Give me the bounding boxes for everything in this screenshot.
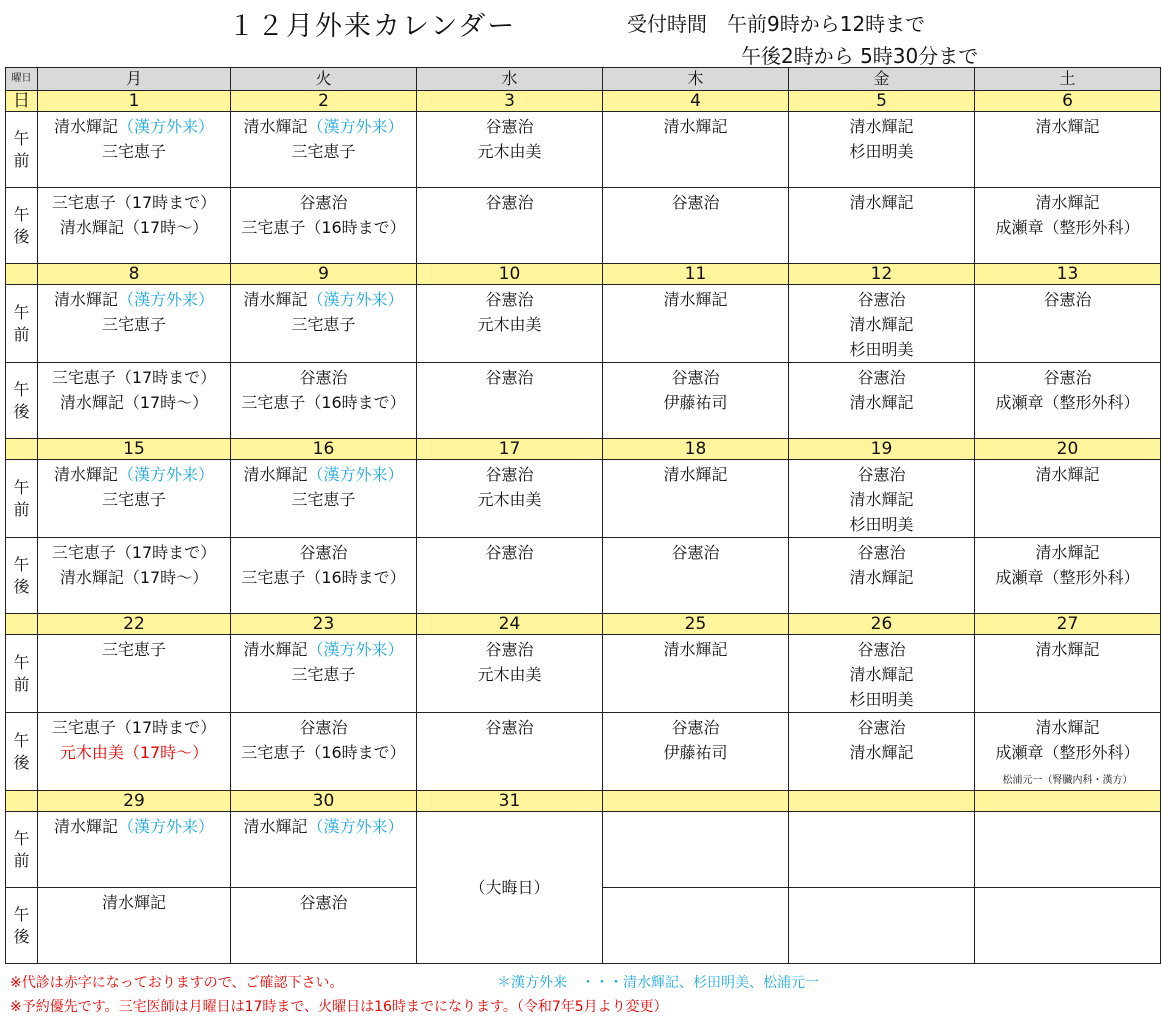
weekday-row-label: 曜日 (6, 68, 38, 91)
doctor-entry: 元木由美 (477, 665, 542, 684)
doctor-entry: 清水輝記 (849, 117, 914, 136)
doctor-entry: （漢方外来） (307, 817, 404, 836)
doctor-entry: （漢方外来） (307, 465, 404, 484)
empty-cell (789, 888, 975, 964)
weekday-header-row (6, 68, 1161, 91)
am-row (6, 285, 1161, 363)
doctor-entry: 清水輝記 (243, 465, 308, 484)
date-row (6, 91, 1161, 112)
kampo-note-text: ＊漢方外来 ・・・清水輝記、杉田明美、松浦元一 (497, 975, 819, 991)
reception-hours-pm: 午後2時から 5時30分まで (741, 44, 979, 68)
kampo-note (497, 972, 819, 992)
doctor-entry: 谷憲治 (1043, 290, 1092, 309)
doctor-entry: 成瀬章（整形外科） (995, 393, 1140, 412)
pm-cell (38, 538, 231, 614)
weekday-2: 水 (417, 68, 603, 91)
date-cell: 30 (231, 791, 417, 812)
doctor-entry: 三宅恵子 (291, 490, 356, 509)
am-cell (38, 112, 231, 188)
doctor-entry: 元木由美 (477, 490, 542, 509)
doctor-entry: （漢方外来） (118, 117, 215, 136)
date-row-label (6, 791, 38, 812)
pm-cell (38, 188, 231, 264)
doctor-entry: 三宅恵子 (291, 142, 356, 161)
date-cell (789, 791, 975, 812)
calendar-title: １２月外来カレンダー (228, 11, 517, 42)
doctor-entry: 元木由美 (477, 142, 542, 161)
pm-cell (603, 538, 789, 614)
date-cell: 31 (417, 791, 603, 812)
pm-cell (789, 538, 975, 614)
pm-cell (231, 713, 417, 791)
pm-cell (231, 363, 417, 439)
date-row (6, 439, 1161, 460)
doctor-entry: 三宅恵子（17時まで） (51, 718, 217, 737)
date-row (6, 791, 1161, 812)
doctor-entry: 清水輝記 (849, 568, 914, 587)
doctor-entry: 清水輝記 (849, 315, 914, 334)
date-row-label (6, 614, 38, 635)
doctor-entry: 谷憲治 (857, 640, 906, 659)
date-cell (975, 791, 1161, 812)
am-cell (603, 112, 789, 188)
am-cell (417, 285, 603, 363)
doctor-entry: 成瀬章（整形外科） (995, 568, 1140, 587)
date-cell: 12 (789, 264, 975, 285)
date-row (6, 264, 1161, 285)
date-cell: 15 (38, 439, 231, 460)
doctor-entry: 三宅恵子 (101, 490, 166, 509)
doctor-entry: 清水輝記 (53, 117, 118, 136)
doctor-entry: 清水輝記 (663, 465, 728, 484)
doctor-entry: 元木由美 (477, 315, 542, 334)
doctor-entry: 谷憲治 (485, 368, 534, 387)
pm-row (6, 713, 1161, 791)
am-cell (231, 460, 417, 538)
am-cell (38, 812, 231, 888)
date-cell: 4 (603, 91, 789, 112)
pm-cell (38, 888, 231, 964)
doctor-entry: 清水輝記 (53, 817, 118, 836)
doctor-entry: 谷憲治 (485, 290, 534, 309)
date-cell: 11 (603, 264, 789, 285)
doctor-entry: 清水輝記 (101, 893, 166, 912)
reservation-note: ※予約優先です。三宅医師は月曜日は17時まで、火曜日は16時までになります。（令和7年5月より変更） (10, 999, 668, 1015)
doctor-entry: 清水輝記（17時～） (59, 393, 209, 412)
am-label: 午 前 (6, 285, 38, 363)
new-years-eve-cell (417, 812, 603, 964)
am-cell (417, 635, 603, 713)
doctor-entry: 清水輝記 (849, 393, 914, 412)
doctor-entry: 伊藤祐司 (663, 743, 728, 762)
am-cell (975, 112, 1161, 188)
doctor-entry: 谷憲治 (299, 368, 348, 387)
date-cell: 26 (789, 614, 975, 635)
pm-cell (231, 188, 417, 264)
pm-label: 午 後 (6, 538, 38, 614)
doctor-entry: 三宅恵子（17時まで） (51, 368, 217, 387)
date-row-label: 日 (6, 91, 38, 112)
doctor-entry: 谷憲治 (485, 117, 534, 136)
doctor-entry: 清水輝記 (1035, 718, 1100, 737)
date-cell: 23 (231, 614, 417, 635)
doctor-entry: 清水輝記 (849, 193, 914, 212)
pm-cell (975, 713, 1161, 791)
doctor-entry: （漢方外来） (307, 290, 404, 309)
weekday-0: 月 (38, 68, 231, 91)
doctor-entry: 谷憲治 (671, 543, 720, 562)
date-cell: 25 (603, 614, 789, 635)
pm-cell (417, 538, 603, 614)
reception-hours-am: 受付時間 午前9時から12時まで (627, 12, 926, 36)
doctor-entry: （漢方外来） (118, 817, 215, 836)
doctor-entry: 三宅恵子（16時まで） (241, 393, 406, 412)
doctor-entry: 谷憲治 (299, 718, 348, 737)
pm-cell (789, 713, 975, 791)
date-cell: 17 (417, 439, 603, 460)
am-row (6, 635, 1161, 713)
am-label: 午 前 (6, 460, 38, 538)
doctor-entry: 杉田明美 (849, 515, 914, 534)
pm-cell (38, 363, 231, 439)
doctor-entry: 杉田明美 (849, 340, 914, 359)
pm-label: 午 後 (6, 188, 38, 264)
doctor-entry: （漢方外来） (307, 640, 404, 659)
pm-cell (231, 538, 417, 614)
doctor-entry: 三宅恵子 (101, 142, 166, 161)
doctor-entry: 清水輝記 (1035, 117, 1100, 136)
doctor-entry: 谷憲治 (485, 718, 534, 737)
doctor-entry: 伊藤祐司 (663, 393, 728, 412)
doctor-entry: 谷憲治 (299, 193, 348, 212)
am-cell (231, 285, 417, 363)
outpatient-calendar-table (5, 67, 1161, 964)
doctor-entry: 杉田明美 (849, 142, 914, 161)
am-cell (975, 285, 1161, 363)
pm-cell (975, 363, 1161, 439)
pm-label: 午 後 (6, 363, 38, 439)
date-cell: 22 (38, 614, 231, 635)
doctor-entry: 谷憲治 (857, 465, 906, 484)
date-row (6, 614, 1161, 635)
am-cell (789, 460, 975, 538)
date-cell: 8 (38, 264, 231, 285)
doctor-entry: 谷憲治 (857, 718, 906, 737)
doctor-entry: 谷憲治 (485, 193, 534, 212)
doctor-entry: 清水輝記 (1035, 193, 1100, 212)
pm-label: 午 後 (6, 888, 38, 964)
weekday-5: 土 (975, 68, 1161, 91)
weekday-4: 金 (789, 68, 975, 91)
am-cell (38, 285, 231, 363)
doctor-entry: 清水輝記 (1035, 640, 1100, 659)
doctor-entry: 清水輝記 (1035, 465, 1100, 484)
weekday-1: 火 (231, 68, 417, 91)
doctor-entry: 三宅恵子（16時まで） (241, 743, 406, 762)
doctor-entry: 清水輝記 (243, 290, 308, 309)
date-cell: 3 (417, 91, 603, 112)
am-cell (231, 812, 417, 888)
doctor-entry: 三宅恵子 (291, 315, 356, 334)
date-cell: 20 (975, 439, 1161, 460)
empty-cell (975, 888, 1161, 964)
pm-cell (231, 888, 417, 964)
doctor-entry: 谷憲治 (857, 543, 906, 562)
pm-cell (975, 188, 1161, 264)
am-cell (417, 112, 603, 188)
doctor-entry: 清水輝記 (663, 290, 728, 309)
am-label: 午 前 (6, 635, 38, 713)
date-cell (603, 791, 789, 812)
doctor-entry: （漢方外来） (307, 117, 404, 136)
date-cell: 6 (975, 91, 1161, 112)
pm-cell (603, 713, 789, 791)
pm-label: 午 後 (6, 713, 38, 791)
doctor-entry: 三宅恵子 (101, 640, 166, 659)
doctor-entry: 清水輝記 (243, 117, 308, 136)
doctor-entry: 清水輝記 (53, 290, 118, 309)
pm-row (6, 363, 1161, 439)
doctor-entry: 谷憲治 (671, 368, 720, 387)
doctor-entry: 清水輝記 (243, 640, 308, 659)
doctor-entry: 谷憲治 (1043, 368, 1092, 387)
am-label: 午 前 (6, 812, 38, 888)
doctor-entry: 谷憲治 (485, 465, 534, 484)
pm-row (6, 188, 1161, 264)
date-cell: 29 (38, 791, 231, 812)
pm-row (6, 538, 1161, 614)
am-cell (789, 635, 975, 713)
date-cell: 5 (789, 91, 975, 112)
date-cell: 9 (231, 264, 417, 285)
pm-cell (417, 363, 603, 439)
doctor-entry: （漢方外来） (118, 465, 215, 484)
doctor-entry: 三宅恵子 (101, 315, 166, 334)
doctor-entry: 清水輝記 (849, 665, 914, 684)
date-cell: 10 (417, 264, 603, 285)
doctor-entry: 谷憲治 (857, 290, 906, 309)
empty-cell (789, 812, 975, 888)
pm-cell (38, 713, 231, 791)
date-row-label (6, 439, 38, 460)
am-cell (603, 285, 789, 363)
am-cell (231, 112, 417, 188)
doctor-entry: 清水輝記 (243, 817, 308, 836)
substitute-note: ※代診は赤字になっておりますので、ご確認下さい。 (10, 975, 344, 991)
doctor-entry: 清水輝記 (53, 465, 118, 484)
doctor-entry: 三宅恵子（16時まで） (241, 218, 406, 237)
am-cell (975, 460, 1161, 538)
doctor-entry: 清水輝記 (1035, 543, 1100, 562)
date-cell: 19 (789, 439, 975, 460)
date-cell: 1 (38, 91, 231, 112)
doctor-entry: 清水輝記 (663, 117, 728, 136)
doctor-entry: 三宅恵子（17時まで） (51, 543, 217, 562)
doctor-entry: 谷憲治 (485, 543, 534, 562)
date-cell: 2 (231, 91, 417, 112)
am-row (6, 460, 1161, 538)
doctor-entry: 清水輝記（17時～） (59, 218, 209, 237)
doctor-entry: 三宅恵子（17時まで） (51, 193, 217, 212)
doctor-entry: 元木由美（17時～） (59, 743, 209, 762)
doctor-entry: 清水輝記 (849, 490, 914, 509)
doctor-entry: 清水輝記（17時～） (59, 568, 209, 587)
am-cell (975, 635, 1161, 713)
doctor-entry: 杉田明美 (849, 690, 914, 709)
doctor-entry: 三宅恵子（16時まで） (241, 568, 406, 587)
empty-cell (975, 812, 1161, 888)
am-row (6, 112, 1161, 188)
date-cell: 16 (231, 439, 417, 460)
new-years-eve-label: （大晦日） (469, 878, 550, 897)
am-cell (789, 285, 975, 363)
am-label: 午 前 (6, 112, 38, 188)
empty-cell (603, 888, 789, 964)
date-row-label (6, 264, 38, 285)
am-cell (603, 635, 789, 713)
doctor-entry: 谷憲治 (671, 193, 720, 212)
weekday-3: 木 (603, 68, 789, 91)
am-cell (231, 635, 417, 713)
pm-cell (417, 188, 603, 264)
pm-cell (789, 188, 975, 264)
date-cell: 24 (417, 614, 603, 635)
am-cell (38, 635, 231, 713)
doctor-entry: 松浦元一（腎臓内科・漢方） (1002, 775, 1133, 786)
date-cell: 18 (603, 439, 789, 460)
empty-cell (603, 812, 789, 888)
doctor-entry: 成瀬章（整形外科） (995, 743, 1140, 762)
doctor-entry: 清水輝記 (663, 640, 728, 659)
doctor-entry: 谷憲治 (485, 640, 534, 659)
doctor-entry: 清水輝記 (849, 743, 914, 762)
doctor-entry: 谷憲治 (857, 368, 906, 387)
doctor-entry: 谷憲治 (299, 893, 348, 912)
date-cell: 13 (975, 264, 1161, 285)
am-cell (38, 460, 231, 538)
doctor-entry: 谷憲治 (671, 718, 720, 737)
pm-cell (417, 713, 603, 791)
am-row (6, 812, 1161, 888)
doctor-entry: （漢方外来） (118, 290, 215, 309)
am-cell (417, 460, 603, 538)
am-cell (789, 112, 975, 188)
pm-cell (603, 363, 789, 439)
am-cell (603, 460, 789, 538)
pm-cell (603, 188, 789, 264)
pm-cell (975, 538, 1161, 614)
pm-cell (789, 363, 975, 439)
doctor-entry: 成瀬章（整形外科） (995, 218, 1140, 237)
date-cell: 27 (975, 614, 1161, 635)
doctor-entry: 三宅恵子 (291, 665, 356, 684)
doctor-entry: 谷憲治 (299, 543, 348, 562)
